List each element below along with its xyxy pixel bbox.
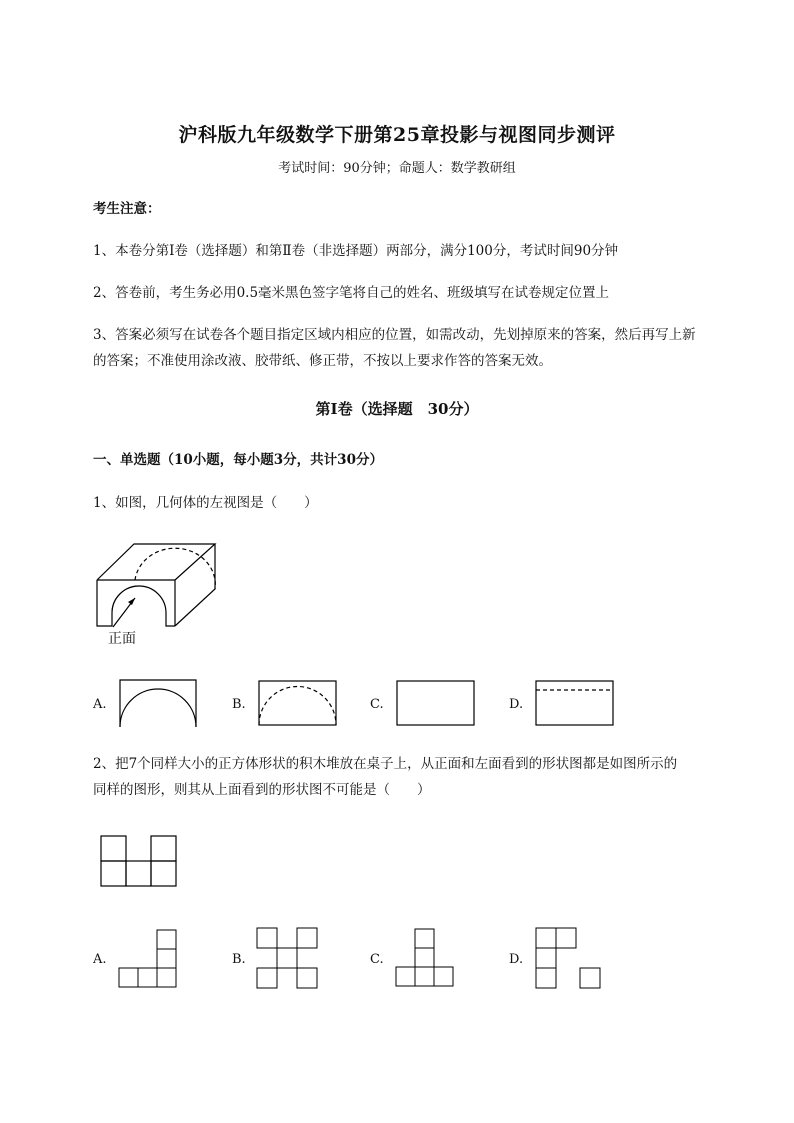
question-2-view-figure <box>100 835 178 887</box>
section-title: 第I卷（选择题 30分） <box>315 400 479 418</box>
q1-option-d-figure <box>535 680 615 726</box>
q1-option-b-label[interactable]: B. <box>232 697 246 712</box>
q2-option-d-label[interactable]: D. <box>509 952 524 967</box>
question-1-stem: 1、如图，几何体的左视图是（ ） <box>93 495 318 511</box>
q2-option-b-label[interactable]: B. <box>232 952 246 967</box>
q2-option-a-label[interactable]: A. <box>93 952 107 967</box>
page-subtitle: 考试时间：90分钟；命题人：数学教研组 <box>278 161 516 176</box>
q2-option-b-figure <box>256 927 320 991</box>
q2-option-a-figure <box>118 929 180 991</box>
q1-option-b-figure <box>258 680 338 726</box>
q2-option-d-figure <box>535 927 603 991</box>
q2-option-c-figure <box>395 928 457 990</box>
notice-item-3: 3、答案必须写在试卷各个题目指定区域内相应的位置，如需改动，先划掉原来的答案，然后再写上新 <box>93 327 696 343</box>
front-label: 正面 <box>108 631 136 647</box>
page-title: 沪科版九年级数学下册第25章投影与视图同步测评 <box>178 124 616 146</box>
part-heading: 一、单选题（10小题，每小题3分，共计30分） <box>93 452 383 468</box>
question-2-stem-line2: 同样的图形，则其从上面看到的形状图不可能是（ ） <box>93 782 431 798</box>
q1-option-c-figure <box>396 680 476 726</box>
question-2-stem-line1: 2、把7个同样大小的正方体形状的积木堆放在桌子上，从正面和左面看到的形状图都是如图所示的 <box>93 756 678 772</box>
q1-option-a-figure <box>119 679 199 729</box>
question-1-solid-figure <box>95 543 220 633</box>
notice-item-2: 2、答卷前，考生务必用0.5毫米黑色签字笔将自己的姓名、班级填写在试卷规定位置上 <box>93 285 610 301</box>
notice-heading: 考生注意： <box>93 201 161 217</box>
q1-option-c-label[interactable]: C. <box>370 697 384 712</box>
q1-option-a-label[interactable]: A. <box>93 697 107 712</box>
notice-item-1: 1、本卷分第I卷（选择题）和第Ⅱ卷（非选择题）两部分，满分100分，考试时间90分钟 <box>93 243 619 259</box>
q2-option-c-label[interactable]: C. <box>370 952 384 967</box>
notice-item-3-cont: 的答案；不准使用涂改液、胶带纸、修正带，不按以上要求作答的答案无效。 <box>93 353 552 369</box>
q1-option-d-label[interactable]: D. <box>509 697 524 712</box>
